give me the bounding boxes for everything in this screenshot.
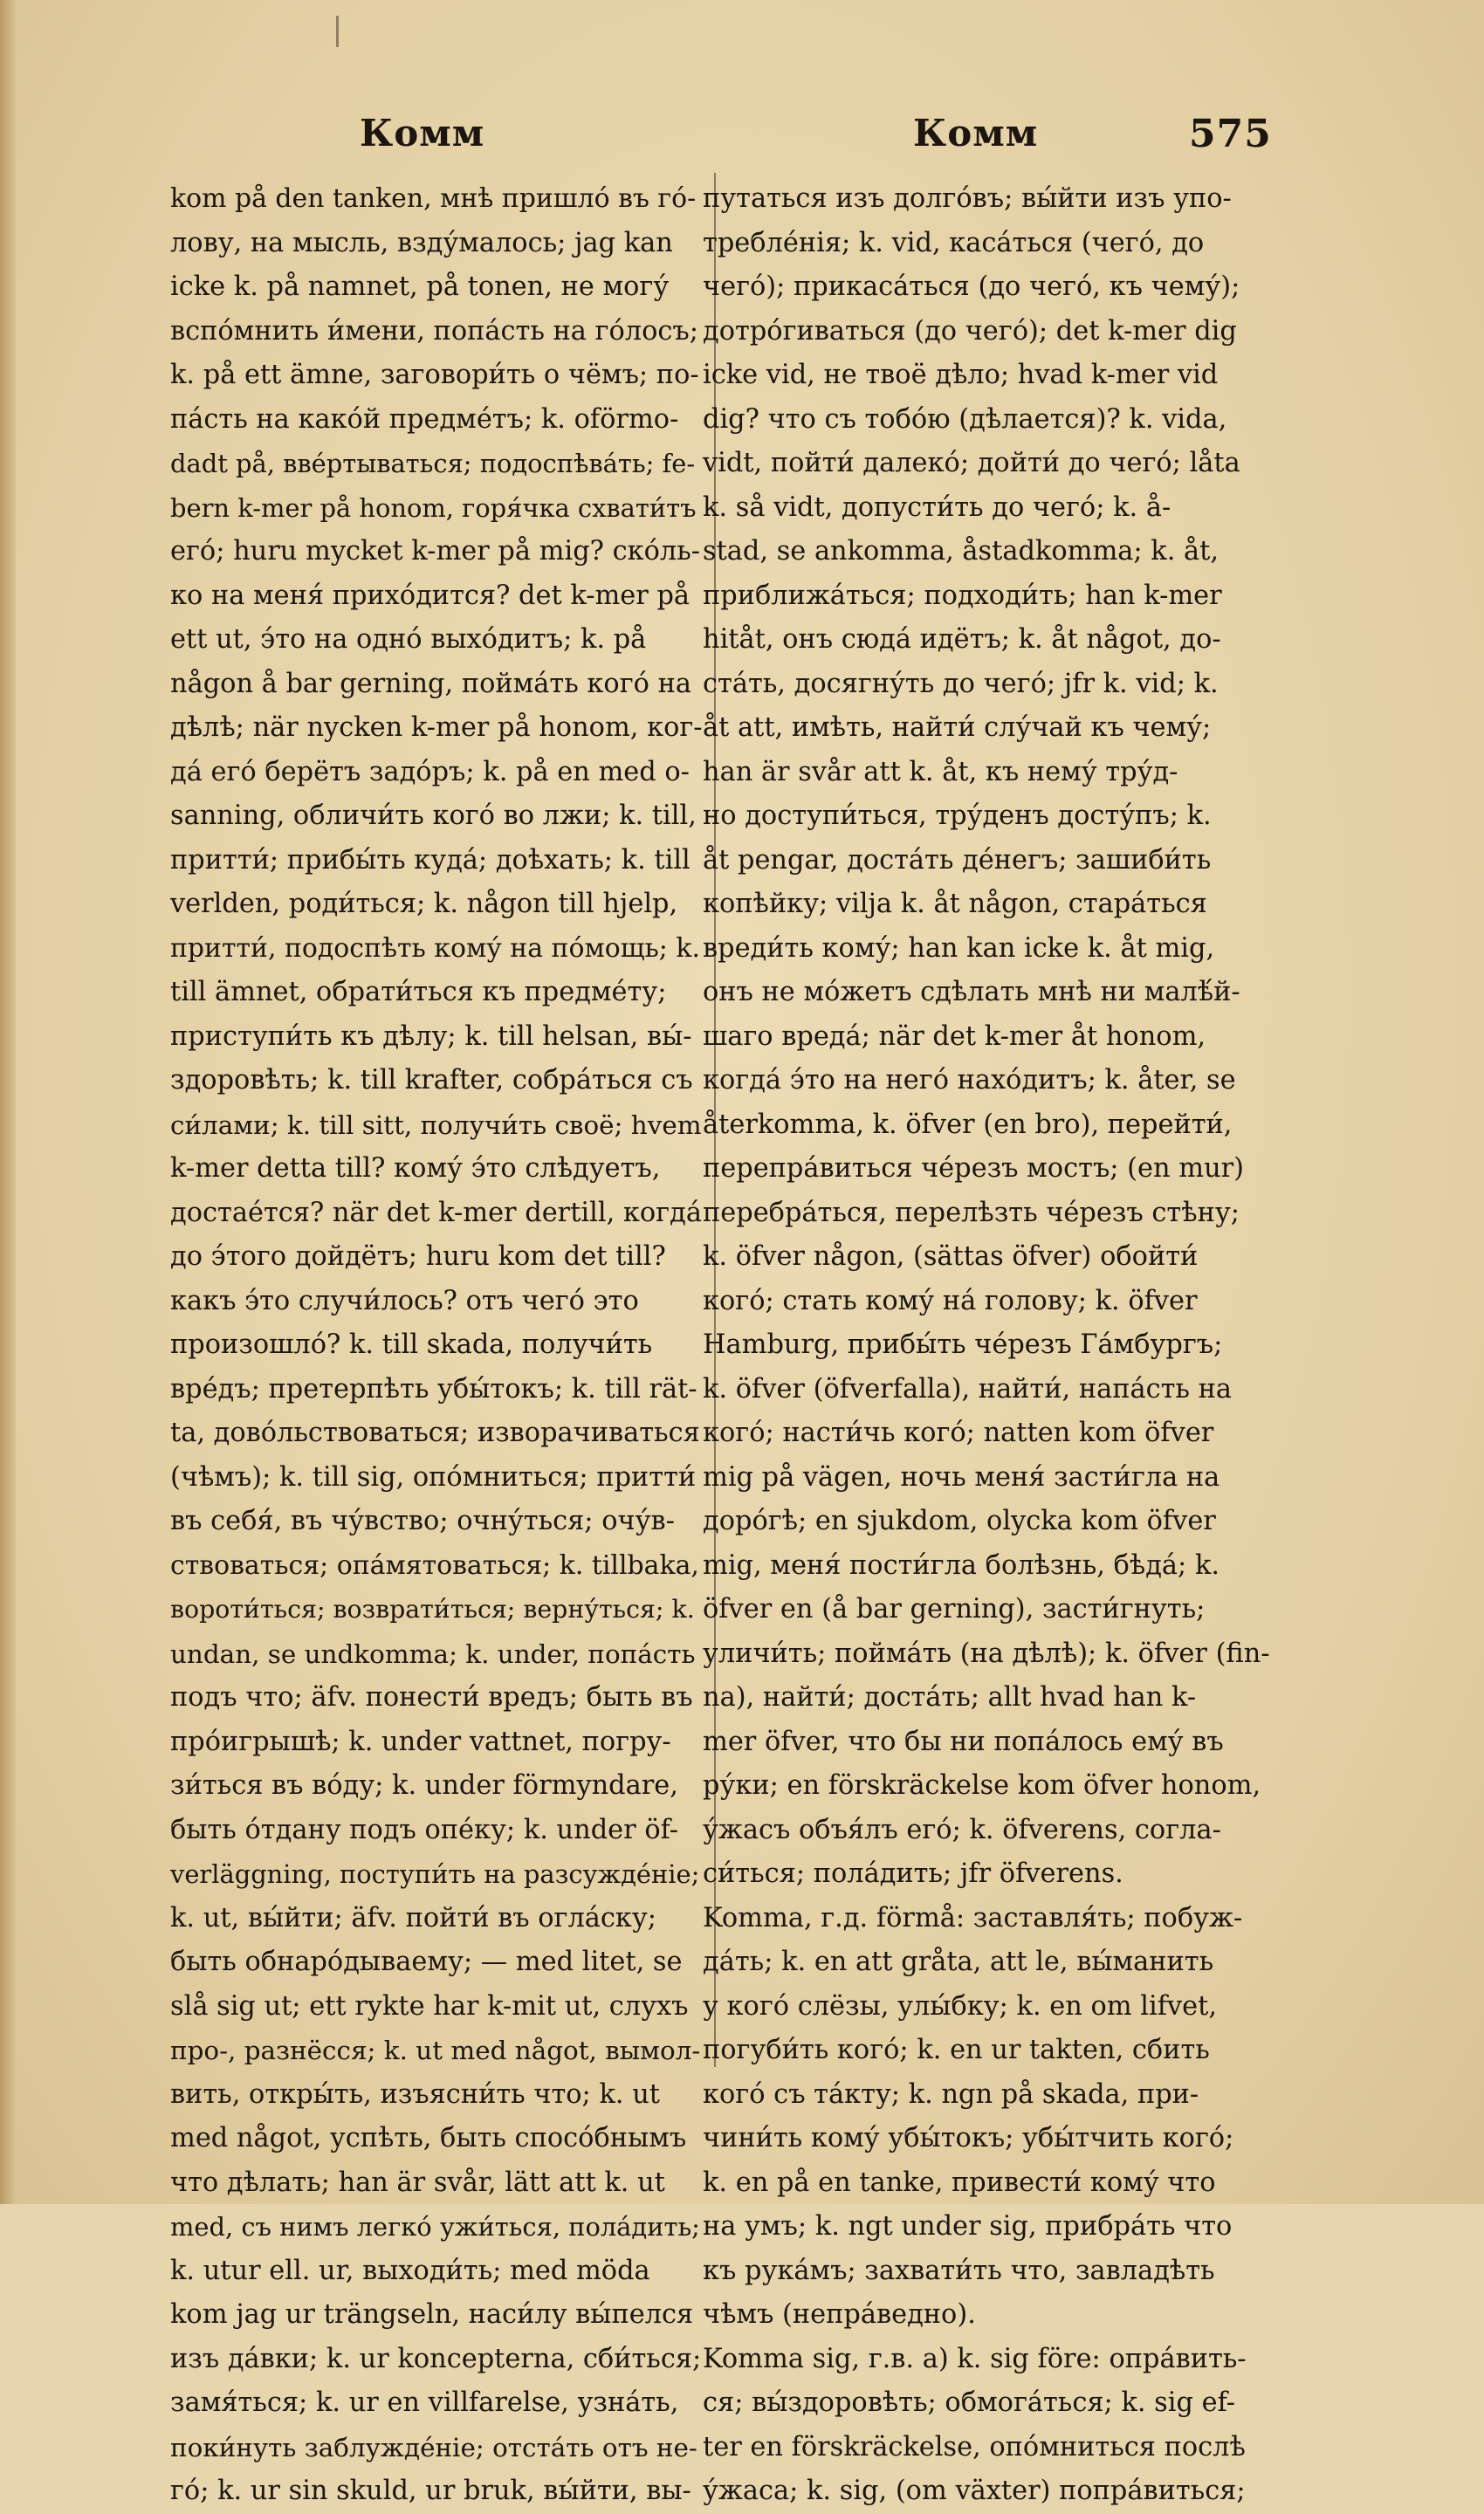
text-line: приступи́ть къ дѣлу; k. till helsan, вы́- bbox=[170, 1020, 692, 1052]
text-line: про-, разнёсся; k. ut med något, вымол- bbox=[170, 2036, 701, 2065]
page-number: 575 bbox=[1189, 112, 1272, 156]
text-line: изъ да́вки; k. ur koncepterna, сби́ться; bbox=[170, 2343, 702, 2374]
text-line: къ рука́мъ; захвати́ть что, завладѣть bbox=[703, 2255, 1215, 2286]
text-line: приближа́ться; подходи́ть; han k-mer bbox=[703, 580, 1222, 611]
print-mark bbox=[336, 16, 339, 47]
text-line: ter en förskräckelse, опо́мниться послѣ bbox=[703, 2431, 1246, 2462]
text-line: онъ не мо́жетъ сдѣлать мнѣ ни малѣ́й- bbox=[703, 977, 1240, 1007]
text-line: уличи́ть; пойма́ть (на дѣлѣ); k. öfver (fin- bbox=[703, 1638, 1270, 1669]
text-line: ру́ки; en förskräckelse kom öfver honom, bbox=[703, 1770, 1261, 1801]
text-line: mer öfver, что бы ни попа́лось ему́ въ bbox=[703, 1726, 1224, 1757]
text-line: dig? что съ тобо́ю (дѣлается)? k. vida, bbox=[703, 403, 1227, 435]
text-line: перепра́виться че́резъ мостъ; (en mur) bbox=[703, 1153, 1245, 1184]
text-line: Komma, г.д. förmå: заставля́ть; побуж- bbox=[703, 1902, 1243, 1934]
text-line: någon å bar gerning, пойма́ть кого́ на bbox=[170, 668, 691, 699]
text-line: когда́ э́то на него́ нахо́дитъ; k. åter, se bbox=[703, 1065, 1236, 1096]
text-line: здоровѣть; k. till krafter, собра́ться съ bbox=[170, 1065, 693, 1096]
text-line: до э́того дойдётъ; huru kom det till? bbox=[170, 1241, 666, 1272]
text-line: какъ э́то случи́лось? отъ чего́ это bbox=[170, 1285, 639, 1316]
text-line: na), найти́; доста́ть; allt hvad han k- bbox=[703, 1682, 1197, 1713]
text-line: sanning, обличи́ть кого́ во лжи; k. till, bbox=[170, 800, 697, 831]
text-line: что дѣлать; han är svår, lätt att k. ut bbox=[170, 2167, 665, 2198]
text-line: вре́дъ; претерпѣть убы́токъ; k. till rät- bbox=[170, 1373, 697, 1405]
text-line: åt att, имѣть, найти́ слу́чай къ чему́; bbox=[703, 712, 1212, 743]
text-line: han är svår att k. åt, къ нему́ тру́д- bbox=[703, 756, 1178, 787]
text-line: притти́; прибы́ть куда́; доѣхать; k. till bbox=[170, 844, 690, 876]
text-line: (чѣмъ); k. till sig, опо́мниться; притти́ bbox=[170, 1461, 697, 1493]
text-line: ко на меня́ прихо́дится? det k-mer på bbox=[170, 580, 690, 611]
text-line: Hamburg, прибы́ть че́резъ Га́мбургъ; bbox=[703, 1329, 1223, 1360]
text-line: кого́; стать кому́ на́ голову; k. öfver bbox=[703, 1285, 1198, 1316]
text-line: med, съ нимъ легко́ ужи́ться, пола́дить; bbox=[170, 2212, 700, 2242]
page-edge bbox=[0, 0, 16, 2204]
text-line: кого́ съ та́кту; k. ngn på skada, при- bbox=[703, 2078, 1199, 2110]
text-line: кого́; насти́чь кого́; natten kom öfver bbox=[703, 1418, 1214, 1448]
text-line: slå sig ut; ett rykte har k-mit ut, слухъ bbox=[170, 1990, 689, 2022]
right-column bbox=[703, 177, 1318, 2514]
text-line: подъ что; äfv. понести́ вредъ; быть въ bbox=[170, 1682, 693, 1713]
text-line: путаться изъ долго́въ; вы́йти изъ упо- bbox=[703, 183, 1232, 214]
text-line: till ämnet, обрати́ться къ предме́ту; bbox=[170, 977, 667, 1007]
text-line: icke vid, не твоё дѣло; hvad k-mer vid bbox=[703, 360, 1219, 390]
text-line: вить, откры́ть, изъясни́ть что; k. ut bbox=[170, 2078, 660, 2110]
text-line: k. öfver någon, (sättas öfver) обойти́ bbox=[703, 1241, 1199, 1272]
text-line: stad, se ankomma, åstadkomma; k. åt, bbox=[703, 536, 1219, 567]
text-line: k. ut, вы́йти; äfv. пойти́ въ огла́ску; bbox=[170, 1902, 657, 1934]
text-line: про́игрышѣ; k. under vattnet, погру- bbox=[170, 1726, 671, 1757]
text-line: на умъ; k. ngt under sig, прибра́ть что bbox=[703, 2211, 1233, 2242]
text-line: чего́); прикаса́ться (до чего́, къ чему́); bbox=[703, 271, 1240, 302]
text-line: его́; huru mycket k-mer på mig? ско́ль- bbox=[170, 536, 701, 567]
left-column bbox=[170, 177, 703, 2514]
text-line: да́ его́ берётъ задо́ръ; k. på en med o- bbox=[170, 756, 690, 787]
text-line: си́ться; пола́дить; jfr öfverens. bbox=[703, 1858, 1123, 1889]
text-line: погуби́ть кого́; k. en ur takten, сбить bbox=[703, 2035, 1210, 2065]
text-line: замя́ться; k. ur en villfarelse, узна́ть, bbox=[170, 2387, 679, 2418]
text-line: произошло́? k. till skada, получи́ть bbox=[170, 1329, 653, 1360]
text-line: Komma sig, г.в. а) k. sig före: опра́вить- bbox=[703, 2343, 1247, 2374]
text-line: го́; k. ur sin skuld, ur bruk, вы́йти, вы- bbox=[170, 2476, 691, 2506]
text-line: hitåt, онъ сюда́ идётъ; k. åt något, до- bbox=[703, 624, 1221, 655]
text-line: у́жасъ объя́лъ его́; k. öfverens, согла- bbox=[703, 1814, 1221, 1845]
header-right-word: Комм bbox=[913, 112, 1039, 155]
text-line: требле́нія; k. vid, каса́ться (чего́, до bbox=[703, 227, 1205, 258]
text-line: dadt på, вве́ртываться; подоспѣва́ть; fe- bbox=[170, 449, 696, 478]
text-line: доро́гѣ; en sjukdom, olycka kom öfver bbox=[703, 1506, 1216, 1536]
text-line: kom på den tanken, мнѣ пришло́ въ го́- bbox=[170, 183, 697, 214]
text-line: шаго вреда́; när det k-mer åt honom, bbox=[703, 1020, 1206, 1052]
header-left-word: Комм bbox=[360, 112, 485, 155]
running-header bbox=[0, 112, 1484, 164]
text-line: си́лами; k. till sitt, получи́ть своё; hvem bbox=[170, 1109, 702, 1140]
text-line: mig, меня́ пости́гла болѣзнь, бѣда́; k. bbox=[703, 1549, 1220, 1581]
text-line: въ себя́, въ чу́вство; очну́ться; очу́в- bbox=[170, 1506, 675, 1536]
text-line: verläggning, поступи́ть на разсужде́ніе; bbox=[170, 1859, 700, 1889]
text-line: ett ut, э́то на одно́ выхо́дитъ; k. på bbox=[170, 624, 647, 655]
text-line: чѣмъ (непра́ведно). bbox=[703, 2299, 976, 2330]
text-line: у кого́ слёзы, улы́бку; k. en om lifvet, bbox=[703, 1990, 1217, 2022]
text-line: k-mer detta till? кому́ э́то слѣдуетъ, bbox=[170, 1153, 661, 1184]
text-line: bern k-mer på honom, горя́чка схвати́тъ bbox=[170, 492, 697, 523]
text-line: ta, дово́льствоваться; изворачиваться bbox=[170, 1418, 700, 1448]
text-line: быть обнаро́дываему; — med litet, se bbox=[170, 1947, 683, 1977]
text-line: лову, на мысль, взду́малось; jag kan bbox=[170, 227, 673, 258]
text-line: вспо́мнить и́мени, попа́сть на го́лосъ; bbox=[170, 315, 698, 347]
text-line: копѣйку; vilja k. åt någon, стара́ться bbox=[703, 889, 1207, 919]
text-line: у́жаса; k. sig, (om växter) попра́виться; bbox=[703, 2476, 1246, 2506]
text-line: öfver en (å bar gerning), засти́гнуть; bbox=[703, 1594, 1206, 1624]
text-line: дотро́гиваться (до чего́); det k-mer dig bbox=[703, 315, 1237, 347]
text-line: поки́нуть заблужде́ніе; отста́ть отъ не- bbox=[170, 2432, 697, 2462]
text-line: icke k. på namnet, på tonen, не могу́ bbox=[170, 271, 670, 302]
text-line: k. en på en tanke, привести́ кому́ что bbox=[703, 2167, 1216, 2198]
text-line: ствоваться; опа́мятоваться; k. tillbaka, bbox=[170, 1549, 699, 1581]
text-line: återkomma, k. öfver (en bro), перейти́, bbox=[703, 1109, 1233, 1140]
text-line: mig på vägen, ночь меня́ засти́гла на bbox=[703, 1461, 1220, 1493]
text-line: достае́тся? när det k-mer dertill, когда́ bbox=[170, 1197, 702, 1228]
text-line: вреди́ть кому́; han kan icke k. åt mig, bbox=[703, 932, 1215, 964]
text-line: да́ть; k. en att gråta, att le, вы́манить bbox=[703, 1947, 1214, 1977]
text-line: k. så vidt, допусти́ть до чего́; k. å- bbox=[703, 491, 1171, 523]
text-line: med något, успѣть, быть спосо́бнымъ bbox=[170, 2123, 687, 2153]
text-line: undan, se undkomma; k. under, попа́сть bbox=[170, 1638, 696, 1669]
text-line: åt pengar, доста́ть де́негъ; зашиби́ть bbox=[703, 844, 1212, 876]
text-line: быть о́тдану подъ опе́ку; k. under öf- bbox=[170, 1814, 679, 1845]
text-line: verlden, роди́ться; k. någon till hjelp, bbox=[170, 889, 678, 919]
text-line: чини́ть кому́ убы́токъ; убы́тчить кого́; bbox=[703, 2123, 1234, 2153]
text-line: па́сть на како́й предме́тъ; k. oförmo- bbox=[170, 403, 679, 435]
text-line: дѣлѣ; när nycken k-mer på honom, ког- bbox=[170, 712, 703, 743]
text-line: ста́ть, досягну́ть до чего́; jfr k. vid; k. bbox=[703, 668, 1219, 699]
text-line: зи́ться въ во́ду; k. under förmyndare, bbox=[170, 1770, 678, 1801]
text-line: ся; вы́здоровѣть; обмога́ться; k. sig ef- bbox=[703, 2387, 1236, 2418]
text-line: перебра́ться, перелѣзть че́резъ стѣну; bbox=[703, 1197, 1240, 1228]
text-line: kom jag ur trängseln, наси́лу вы́пелся bbox=[170, 2299, 694, 2330]
text-line: k. utur ell. ur, выходи́ть; med möda bbox=[170, 2255, 650, 2286]
text-line: притти́, подоспѣть кому́ на по́мощь; k. bbox=[170, 932, 700, 964]
text-line: k. på ett ämne, заговори́ть о чёмъ; по- bbox=[170, 360, 699, 390]
text-line: k. öfver (öfverfalla), найти́, напа́сть на bbox=[703, 1373, 1232, 1405]
text-line: но доступи́ться, тру́денъ досту́пъ; k. bbox=[703, 800, 1212, 831]
text-line: vidt, пойти́ далеко́; дойти́ до чего́; låta bbox=[703, 448, 1240, 478]
text-line: вороти́ться; возврати́ться; верну́ться; k. bbox=[170, 1595, 695, 1624]
